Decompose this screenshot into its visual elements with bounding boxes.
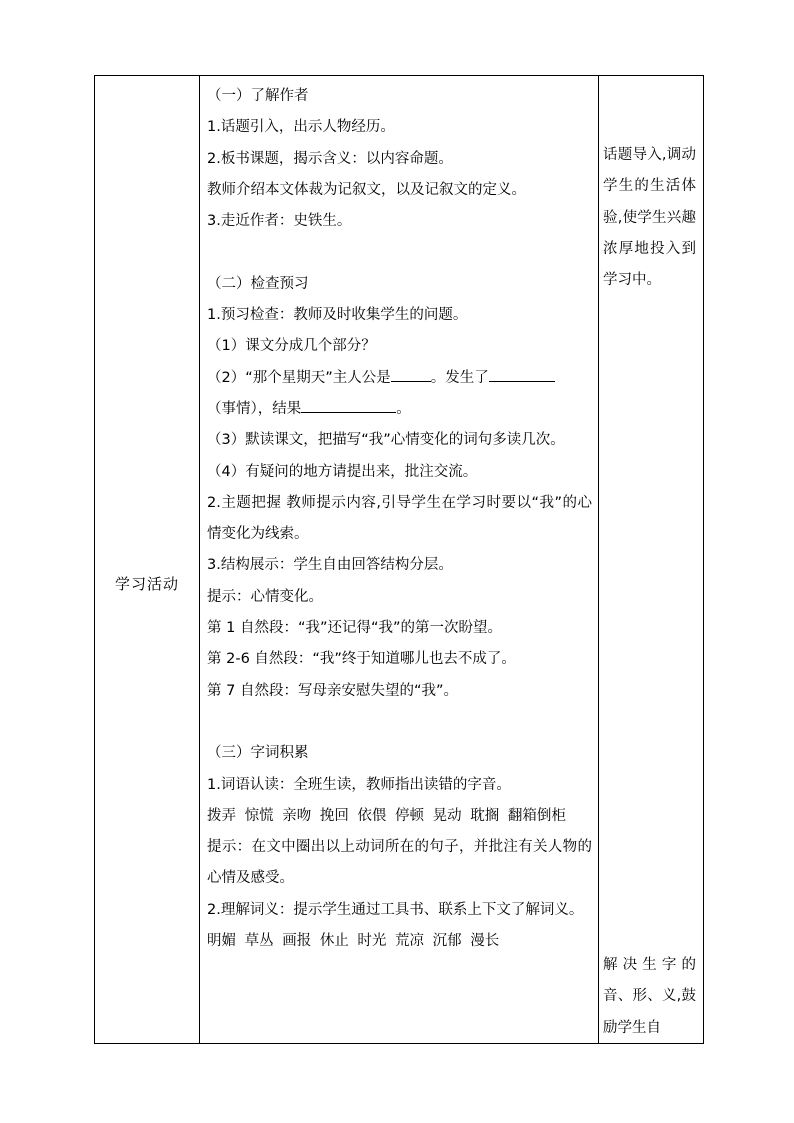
section-2-line-7: 第 7 自然段：写母亲安慰失望的“我”。	[207, 682, 458, 699]
row-label: 学习活动	[114, 575, 179, 593]
section-2-line-4: 提示：心情变化。	[207, 588, 323, 605]
design-intent-note-bottom: 解决生字的音、形、义,鼓励学生自	[603, 957, 696, 1036]
section-1-line-2: 2.板书课题，揭示含义：以内容命题。	[207, 150, 453, 167]
fill-blank-protagonist	[391, 365, 431, 382]
word-list-1: 拨弄 惊慌 亲吻 挽回 依偎 停顿 晃动 耽搁 翻箱倒柜	[207, 807, 566, 824]
question-2-text-a: （2）“那个星期天”主人公是	[207, 369, 391, 386]
question-2-text-c: （事情），结果	[207, 400, 302, 417]
section-2-line-2: 2.主题把握 教师提示内容,引导学生在学习时要以“我”的心情变化为线索。	[207, 494, 592, 543]
section-1-line-1: 1.话题引入，出示人物经历。	[207, 119, 395, 136]
section-2-line-3: 3.结构展示：学生自由回答结构分层。	[207, 557, 453, 574]
question-2-text-b: 。发生了	[430, 369, 489, 386]
question-2-second-line	[207, 394, 592, 425]
section-1-heading: （一）了解作者	[207, 88, 309, 104]
row-label-cell	[95, 76, 200, 1044]
fill-blank-result	[301, 396, 396, 413]
question-3: （3）默读课文，把描写“我”心情变化的词句多读几次。	[207, 432, 565, 449]
question-2-first-line	[207, 363, 592, 394]
design-intent-note-top: 话题导入,调动学生的生活体验,使学生兴趣浓厚地投入到学习中。	[603, 147, 696, 289]
section-2-heading: （二）检查预习	[207, 275, 309, 292]
word-list-2: 明媚 草丛 画报 休止 时光 荒凉 沉郁 漫长	[207, 933, 500, 950]
fill-blank-event	[489, 365, 555, 382]
activity-content-cell	[200, 76, 599, 1044]
spacer	[207, 707, 592, 738]
section-2-line-6: 第 2-6 自然段：“我”终于知道哪儿也去不成了。	[207, 651, 516, 668]
question-4: （4）有疑问的地方请提出来，批注交流。	[207, 463, 478, 480]
section-1-line-4: 3.走近作者：史铁生。	[207, 213, 352, 230]
section-1-line-3: 教师介绍本文体裁为记叙文，以及记叙文的定义。	[207, 181, 526, 198]
section-3-line-2: 提示：在文中圈出以上动词所在的句子，并批注有关人物的心情及感受。	[207, 839, 592, 887]
spacer	[207, 237, 592, 268]
question-2-text-d: 。	[396, 400, 411, 417]
section-3-line-1: 1.词语认读：全班生读，教师指出读错的字音。	[207, 776, 511, 793]
section-2-line-5: 第 1 自然段：“我”还记得“我”的第一次盼望。	[207, 620, 502, 637]
question-1: （1）课文分成几个部分？	[207, 338, 376, 355]
section-3-heading: （三）字词积累	[207, 745, 309, 762]
activity-content	[200, 76, 598, 957]
section-3-line-3: 2.理解词义：提示学生通过工具书、联系上下文了解词义。	[207, 901, 584, 918]
section-2-line-1: 1.预习检查：教师及时收集学生的问题。	[207, 307, 468, 324]
